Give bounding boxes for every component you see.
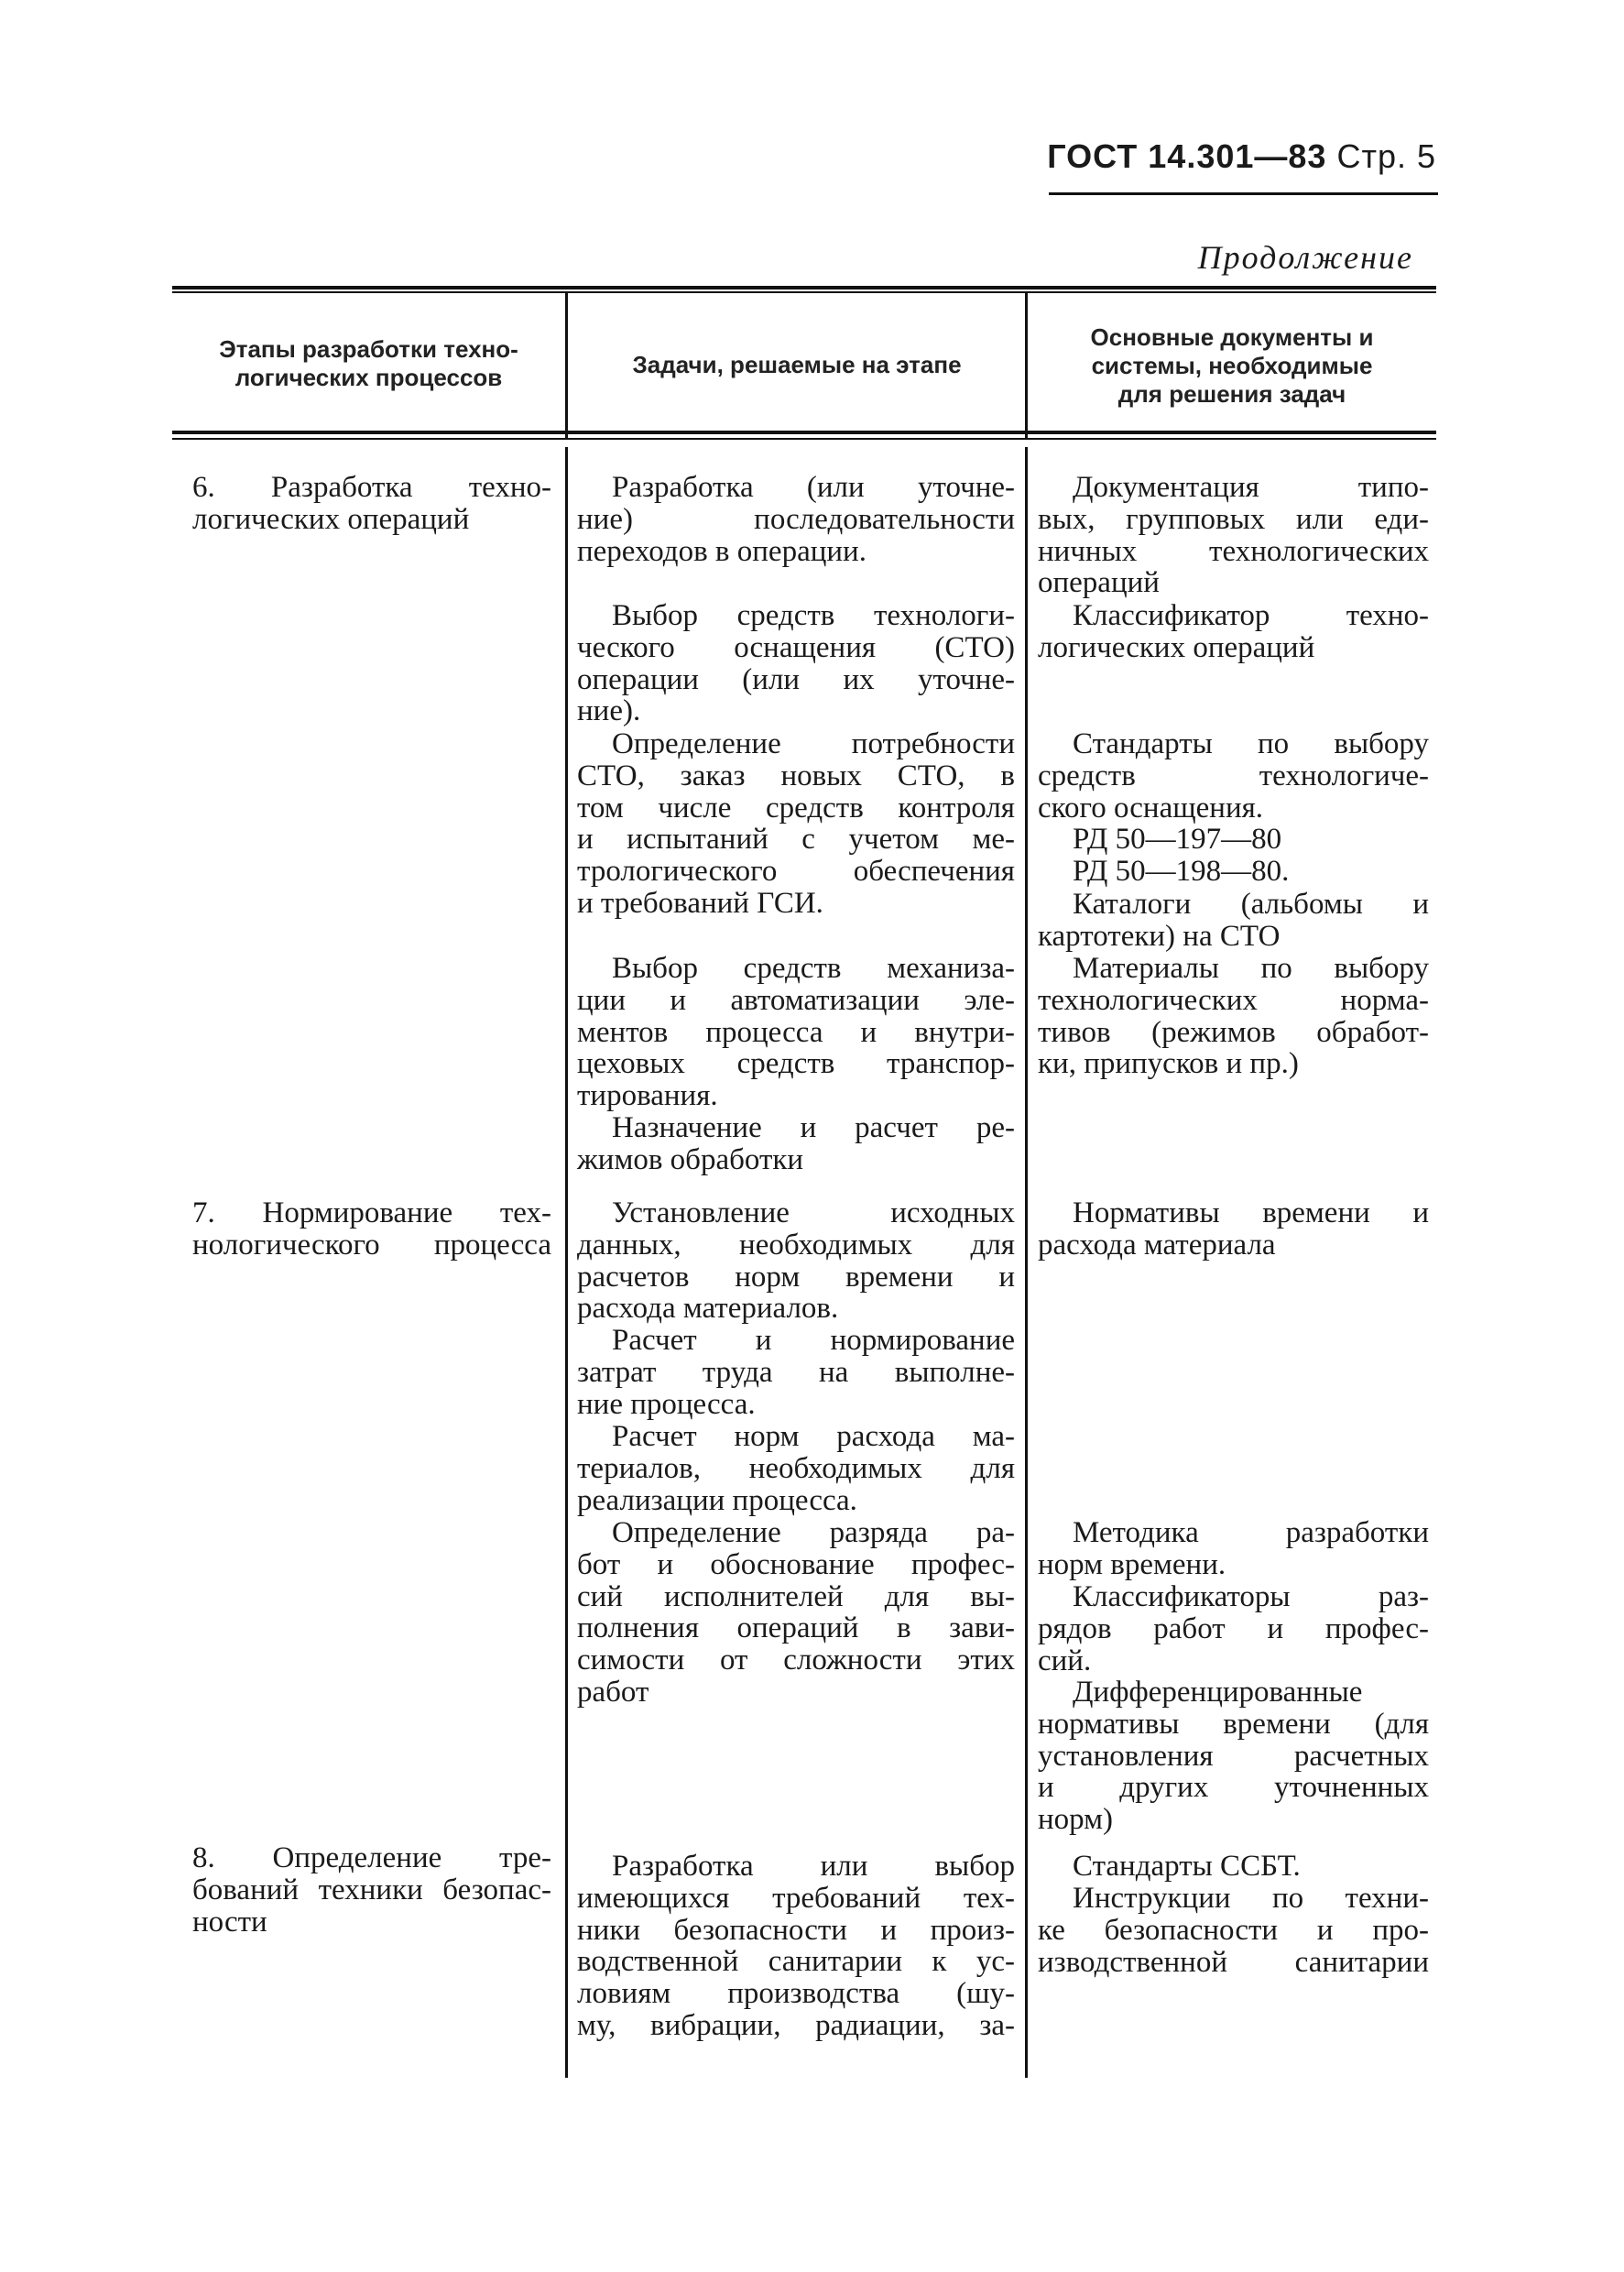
standard-number: ГОСТ 14.301—83 [1047, 137, 1327, 175]
task-block: Определение потребности СТО, заказ новых СТО, в том числе средств контроля и испытаний с учетом ме- трологического обеспечения и требований ГСИ. [577, 727, 1015, 920]
document-block: Классификаторы раз- рядов работ и профес- сий. [1038, 1580, 1429, 1677]
task-block: Установление исходных данных, необходимых для расчетов норм времени и расхода материалов. [577, 1196, 1015, 1326]
document-block: Стандарты ССБТ. [1073, 1850, 1301, 1883]
column-header-documents: Основные документы и системы, необходимые для решения задач [1090, 323, 1374, 408]
task-block: Выбор средств технологи- ческого оснащения (СТО) операции (или их уточне- ние). [577, 599, 1015, 728]
stage-8 [192, 1842, 551, 1938]
column-divider-1-head [565, 291, 568, 438]
stage-6 [192, 472, 551, 536]
page-header [1047, 137, 1436, 176]
header-bottom-rule-inner [172, 438, 1436, 440]
stage-line: логических операций [192, 502, 470, 536]
document-block: РД 50—197—80 [1073, 823, 1282, 856]
column-divider-2 [1025, 447, 1028, 2078]
document-block: Документация типо- вых, групповых или еди- ничных технологических операций [1038, 471, 1429, 600]
column-header-stages: Этапы разработки техно- логических процессов [219, 335, 518, 391]
continuation-label: Продолжение [1197, 239, 1413, 276]
document-block: Каталоги (альбомы и картотеки) на СТО [1038, 888, 1429, 953]
document-block: Материалы по выбору технологических норма- тивов (режимов обработ- ки, припусков и пр.) [1038, 952, 1429, 1081]
table-top-rule-inner [172, 291, 1436, 293]
column-header-tasks: Задачи, решаемые на этапе [632, 351, 962, 378]
stage-line: 6. Разработка техно- [192, 471, 551, 504]
document-block: Стандарты по выбору средств технологиче- ского оснащения. [1038, 727, 1429, 825]
task-block: Назначение и расчет ре- жимов обработки [577, 1111, 1015, 1176]
stage-line: бований техники безопас- [192, 1873, 551, 1906]
document-block: Классификатор техно- логических операций [1038, 599, 1429, 664]
header-bottom-rule [172, 431, 1436, 434]
header-rule [1049, 192, 1438, 195]
task-block: Выбор средств механиза- ции и автоматизации эле- ментов процесса и внутри- цеховых средств транспор- тирования. [577, 952, 1015, 1113]
task-block: Расчет и нормирование затрат труда на выполне- ние процесса. [577, 1324, 1015, 1421]
task-block: Определение разряда ра- бот и обоснование профес- сий исполнителей для вы- полнения операций в зави- симости от сложности этих работ [577, 1516, 1015, 1709]
task-block: Разработка (или уточне- ние) последовательности переходов в операции. [577, 471, 1015, 568]
page-number: Стр. 5 [1336, 137, 1436, 175]
column-divider-2-head [1025, 291, 1028, 438]
stage-line: 8. Определение тре- [192, 1841, 551, 1874]
table-top-rule [172, 286, 1436, 289]
task-block: Расчет норм расхода ма- териалов, необходимых для реализации процесса. [577, 1420, 1015, 1517]
document-block: Нормативы времени и расхода материала [1038, 1196, 1429, 1262]
stage-line: нологического процесса [192, 1228, 551, 1262]
document-block: Дифференцированные нормативы времени (для установления расчетных и других уточненных норм) [1038, 1676, 1429, 1837]
stage-7 [192, 1197, 551, 1262]
document-block: РД 50—198—80. [1073, 855, 1290, 888]
task-block: Разработка или выбор имеющихся требований тех- ники безопасности и произ- водственной санитарии к ус- ловиям производства (шу- му, вибрации, радиации, за- [577, 1850, 1015, 2042]
column-divider-1 [565, 447, 568, 2078]
document-block: Инструкции по техни- ке безопасности и про- изводственной санитарии [1038, 1882, 1429, 1979]
stage-line: 7. Нормирование тех- [192, 1196, 551, 1229]
stage-line: ности [192, 1905, 267, 1939]
document-block: Методика разработки норм времени. [1038, 1516, 1429, 1581]
